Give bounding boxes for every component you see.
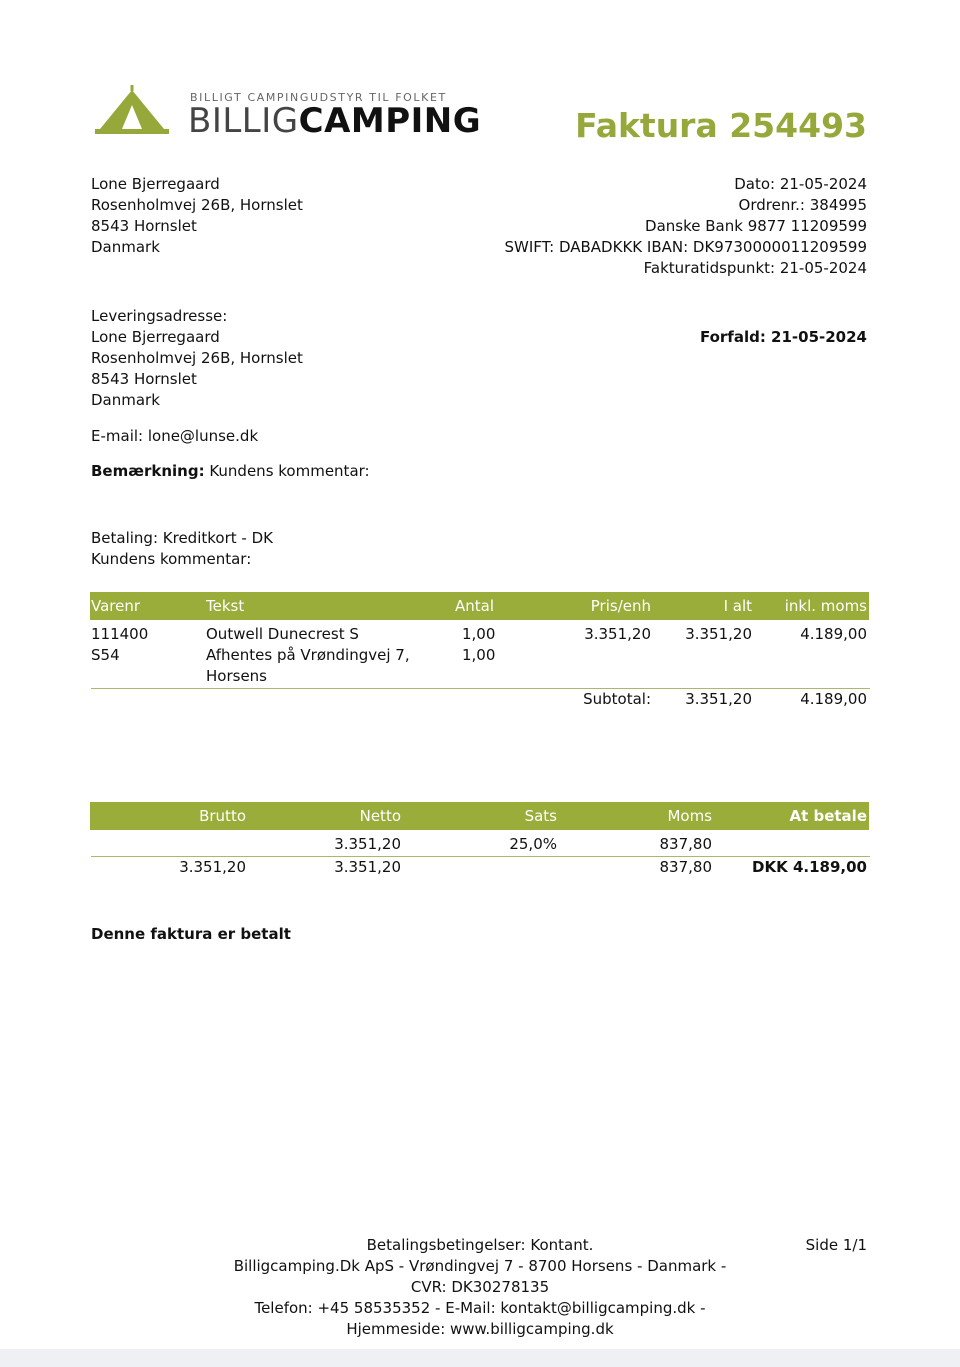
address-line: Lone Bjerregaard — [91, 175, 220, 193]
cell-antal: 1,00 — [462, 646, 496, 664]
col-at-betale: At betale — [789, 807, 867, 825]
table-row — [90, 857, 869, 878]
cell-moms: 837,80 — [659, 835, 712, 853]
cell-tekst: Afhentes på Vrøndingvej 7, — [206, 646, 410, 664]
page-number: Side 1/1 — [805, 1236, 867, 1254]
col-moms: Moms — [667, 807, 712, 825]
table-row — [90, 645, 869, 687]
swift-iban: SWIFT: DABADKKK IBAN: DK9730000011209599 — [504, 238, 867, 256]
cell-varenr: 111400 — [91, 625, 149, 643]
col-brutto: Brutto — [199, 807, 246, 825]
cell-inkl-moms: 4.189,00 — [800, 625, 867, 643]
page-bottom-strip — [0, 1349, 960, 1367]
address-line: 8543 Hornslet — [91, 370, 197, 388]
customer-email: E-mail: lone@lunse.dk — [91, 427, 259, 445]
remark — [91, 461, 370, 482]
address-line: Rosenholmvej 26B, Hornslet — [91, 349, 303, 367]
payment-method: Betaling: Kreditkort - DK — [91, 529, 273, 547]
paid-note: Denne faktura er betalt — [91, 925, 291, 943]
col-varenr: Varenr — [91, 597, 141, 615]
address-line: Danmark — [91, 238, 160, 256]
payment-info — [91, 528, 273, 570]
company-cvr: CVR: DK30278135 — [410, 1278, 550, 1296]
cell-tekst-line2: Horsens — [206, 667, 267, 685]
customer-comment: Kundens kommentar: — [91, 550, 252, 568]
company-contact: Telefon: +45 58535352 - E-Mail: kontakt@billigcamping.dk - — [254, 1299, 706, 1317]
delivery-label: Leveringsadresse: — [91, 307, 228, 325]
subtotal-ialt: 3.351,20 — [685, 690, 752, 708]
totals-table-header — [90, 802, 869, 830]
cell-pris: 3.351,20 — [584, 625, 651, 643]
col-ialt: I alt — [723, 597, 752, 615]
subtotal-label: Subtotal: — [583, 690, 651, 708]
col-tekst: Tekst — [206, 597, 245, 615]
col-netto: Netto — [359, 807, 401, 825]
col-sats: Sats — [524, 807, 557, 825]
cell-netto: 3.351,20 — [334, 835, 401, 853]
due-date: Forfald: 21-05-2024 — [699, 328, 867, 346]
invoice-timestamp: Fakturatidspunkt: 21-05-2024 — [643, 259, 867, 277]
delivery-address — [91, 306, 303, 411]
company-logo — [92, 85, 482, 145]
table-row — [90, 624, 869, 645]
remark-label: Bemærkning: — [91, 462, 205, 480]
subtotal-inkl-moms: 4.189,00 — [800, 690, 867, 708]
address-line: Rosenholmvej 26B, Hornslet — [91, 196, 303, 214]
order-number: Ordrenr.: 384995 — [738, 196, 867, 214]
cell-antal: 1,00 — [462, 625, 496, 643]
footer — [180, 1235, 780, 1340]
company-address: Billigcamping.Dk ApS - Vrøndingvej 7 - 8700 Horsens - Danmark - — [233, 1257, 727, 1275]
address-line: 8543 Hornslet — [91, 217, 197, 235]
payment-terms: Betalingsbetingelser: Kontant. — [366, 1236, 594, 1254]
remark-text: Kundens kommentar: — [204, 462, 370, 480]
address-line: Danmark — [91, 391, 160, 409]
col-pris: Pris/enh — [590, 597, 651, 615]
bank-account: Danske Bank 9877 11209599 — [645, 217, 867, 235]
address-line: Lone Bjerregaard — [91, 328, 220, 346]
col-antal: Antal — [455, 597, 495, 615]
cell-ialt: 3.351,20 — [685, 625, 752, 643]
company-wordmark: BILLIGCAMPING — [188, 101, 482, 141]
company-website: Hjemmeside: www.billigcamping.dk — [346, 1320, 614, 1338]
cell-tekst: Outwell Dunecrest S — [206, 625, 359, 643]
items-table-header — [90, 592, 869, 620]
cell-brutto: 3.351,20 — [179, 858, 246, 876]
company-tagline: BILLIGT CAMPINGUDSTYR TIL FOLKET — [190, 91, 447, 104]
totals-table — [90, 802, 869, 882]
cell-sats: 25,0% — [509, 835, 557, 853]
invoice-title: Faktura 254493 — [575, 106, 867, 145]
invoice-info — [504, 174, 867, 279]
cell-varenr: S54 — [91, 646, 120, 664]
customer-address — [91, 174, 303, 258]
tent-logo-icon — [92, 85, 172, 141]
items-table — [90, 592, 869, 722]
cell-moms: 837,80 — [659, 858, 712, 876]
cell-netto: 3.351,20 — [334, 858, 401, 876]
col-inkl-moms: inkl. moms — [784, 597, 867, 615]
invoice-date: Dato: 21-05-2024 — [734, 175, 867, 193]
subtotal-row — [90, 689, 869, 710]
table-row — [90, 834, 869, 855]
total-amount-due: DKK 4.189,00 — [752, 858, 867, 876]
